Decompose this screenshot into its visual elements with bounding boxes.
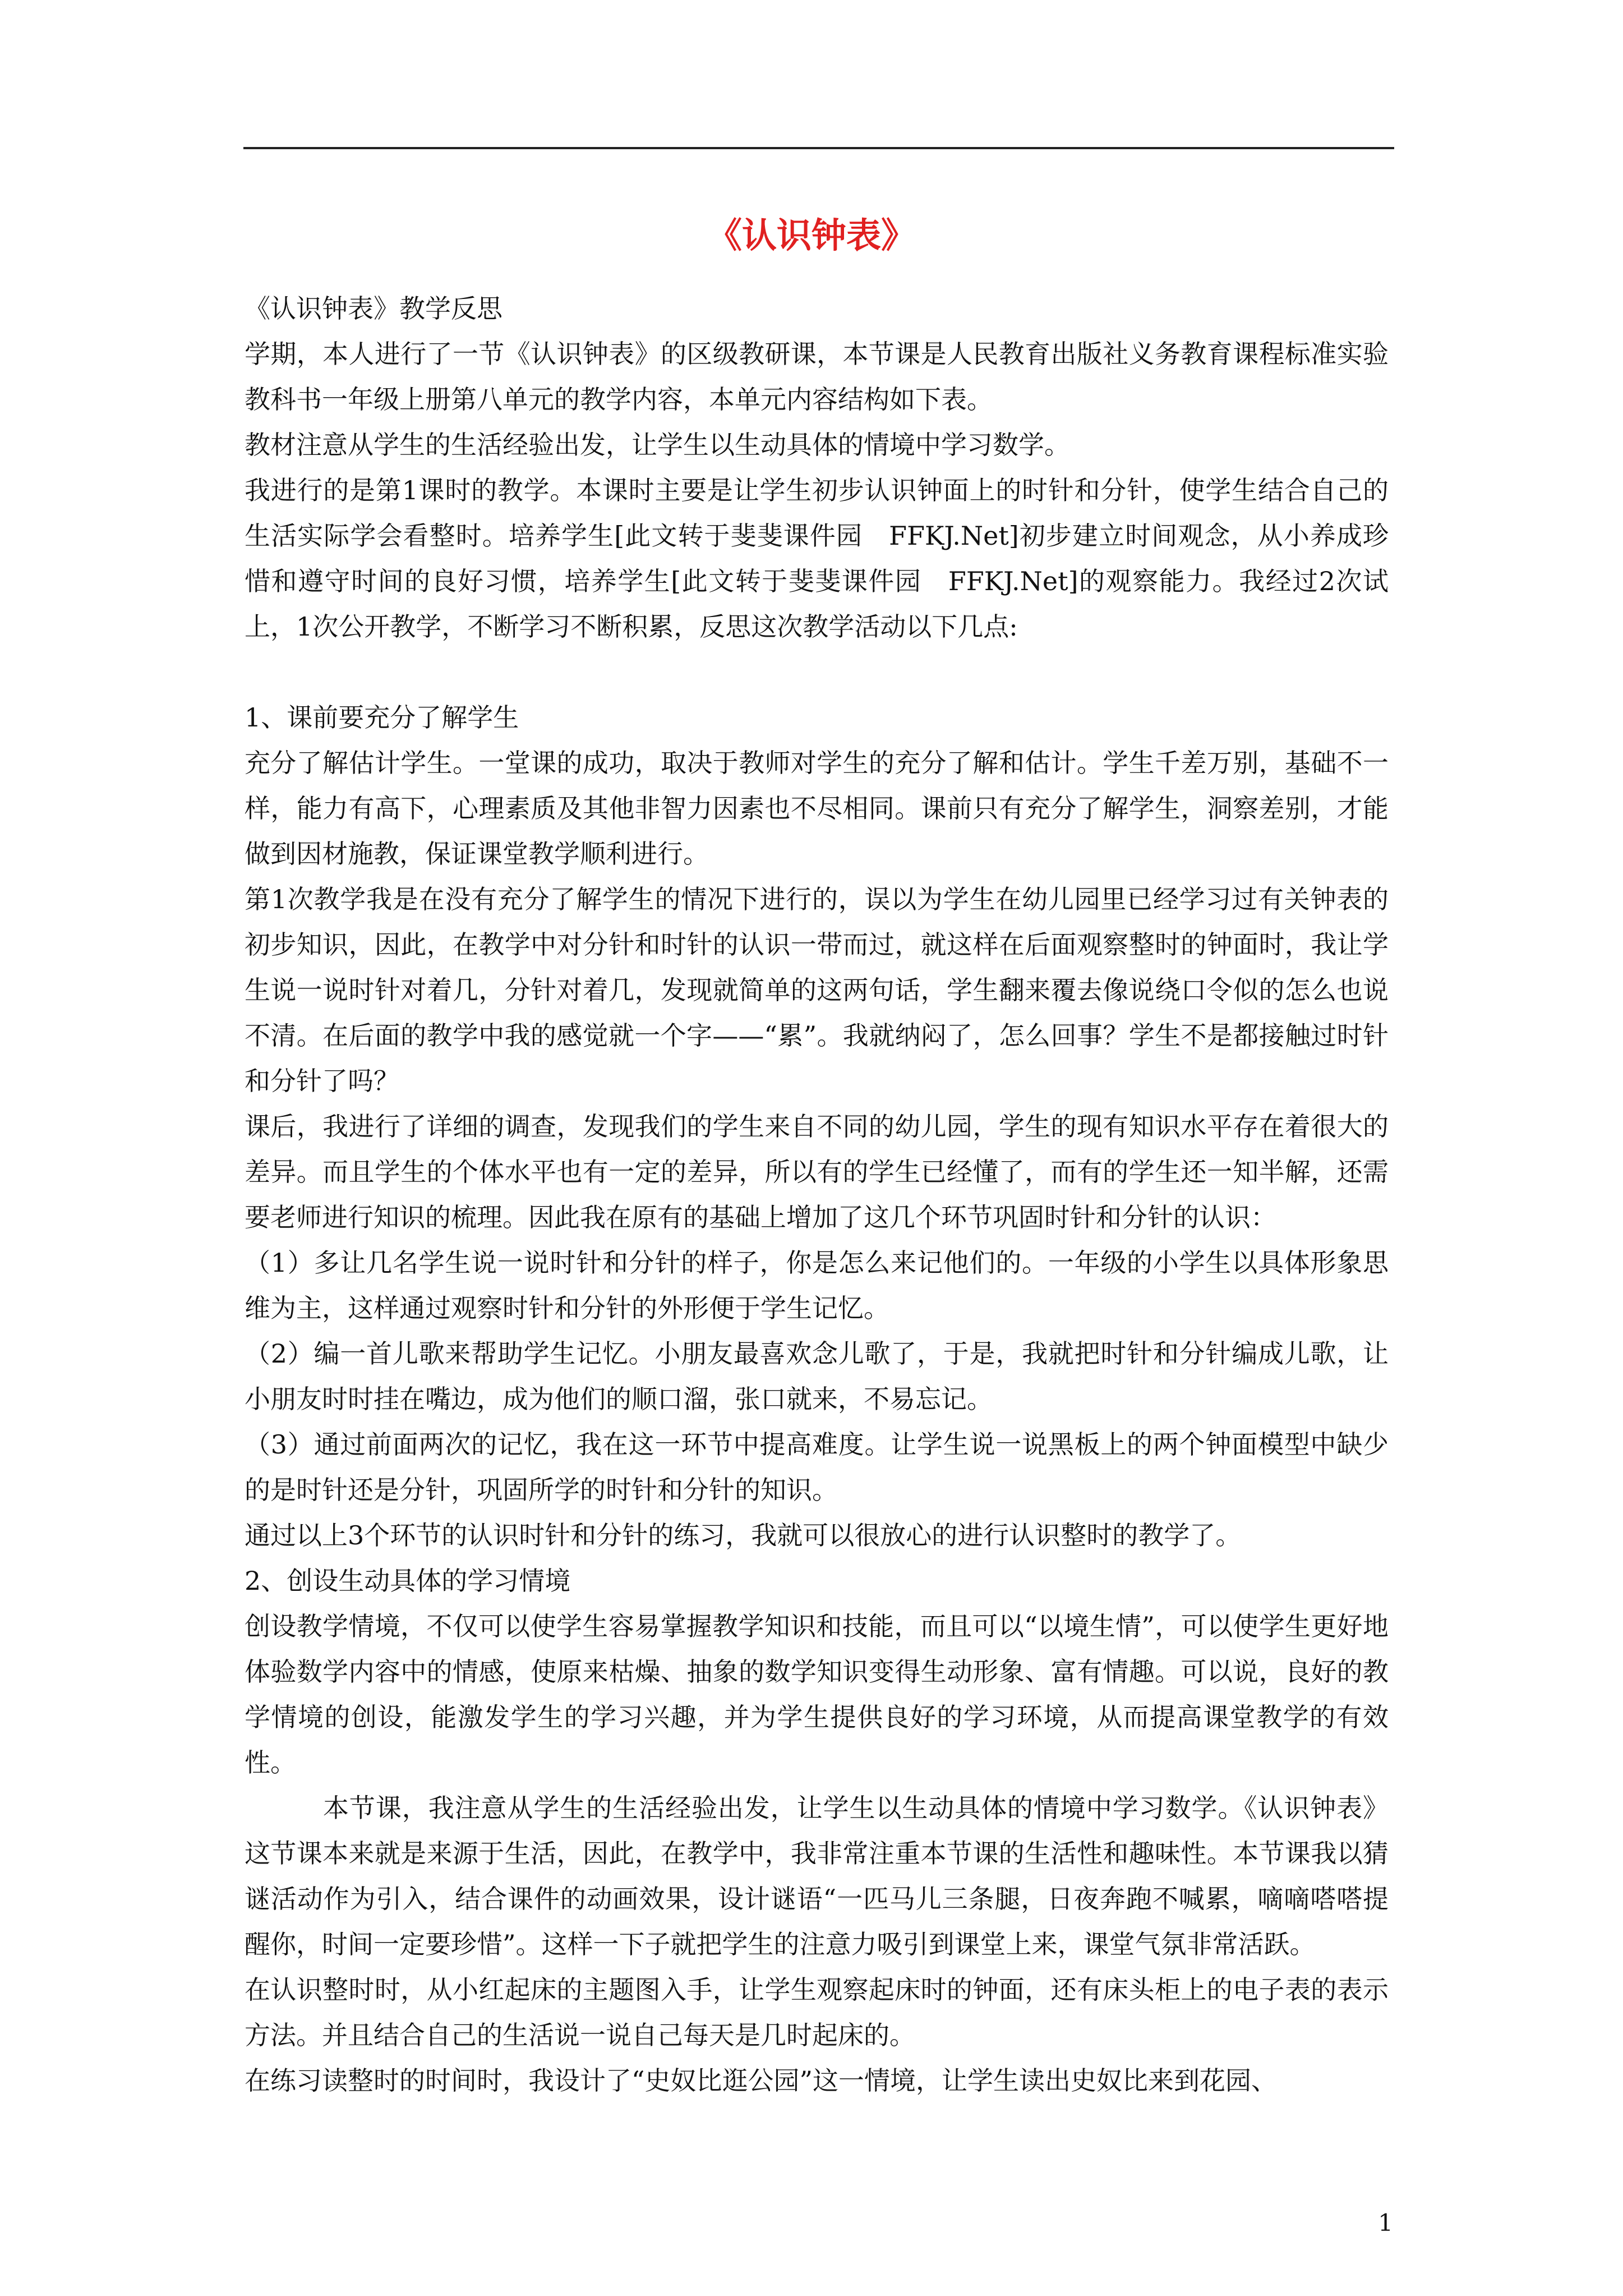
paragraph: 充分了解估计学生。一堂课的成功，取决于教师对学生的充分了解和估计。学生千差万别，基础不一样，能力有高下，心理素质及其他非智力因素也不尽相同。课前只有充分了解学生，洞察差别，才能做到因材施教，保证课堂教学顺利进行。: [245, 748, 1389, 869]
paragraph: 教材注意从学生的生活经验出发，让学生以生动具体的情境中学习数学。: [245, 430, 1070, 460]
page-number: 1: [1378, 2209, 1393, 2237]
list-item: （3）通过前面两次的记忆，我在这一环节中提高难度。让学生说一说黑板上的两个钟面模型中缺少的是时针还是分针，巩固所学的时针和分针的知识。: [245, 1429, 1389, 1505]
paragraph: 第1次教学我是在没有充分了解学生的情况下进行的，误以为学生在幼儿园里已经学习过有关钟表的初步知识，因此，在教学中对分针和时针的认识一带而过，就这样在后面观察整时的钟面时，我让学生说一说时针对着几，分针对着几，发现就简单的这两句话，学生翻来覆去像说绕口令似的怎么也说不清。在后面的教学中我的感觉就一个字——“累”。我就纳闷了，怎么回事？学生不是都接触过时针和分针了吗？: [245, 884, 1389, 1096]
paragraph: 学期，本人进行了一节《认识钟表》的区级教研课，本节课是人民教育出版社义务教育课程标准实验教科书一年级上册第八单元的教学内容，本单元内容结构如下表。: [245, 339, 1389, 415]
paragraph: 在练习读整时的时间时，我设计了“史奴比逛公园”这一情境，让学生读出史奴比来到花园、: [245, 2065, 1278, 2096]
paragraph: 通过以上3个环节的认识时针和分针的练习，我就可以很放心的进行认识整时的教学了。: [245, 1520, 1242, 1550]
paragraph: 课后，我进行了详细的调查，发现我们的学生来自不同的幼儿园，学生的现有知识水平存在着很大的差异。而且学生的个体水平也有一定的差异，所以有的学生已经懂了，而有的学生还一知半解，还需要老师进行知识的梳理。因此我在原有的基础上增加了这几个环节巩固时针和分针的认识：: [245, 1111, 1389, 1232]
paragraph: 《认识钟表》教学反思: [245, 293, 502, 324]
paragraph: 本节课，我注意从学生的生活经验出发，让学生以生动具体的情境中学习数学。《认识钟表》这节课本来就是来源于生活，因此，在教学中，我非常注重本节课的生活性和趣味性。本节课我以猜谜活动作为引入，结合课件的动画效果，设计谜语“一匹马儿三条腿，日夜奔跑不喊累，嘀嘀嗒嗒提醒你，时间一定要珍惜”。这样一下子就把学生的注意力吸引到课堂上来，课堂气氛非常活跃。: [245, 1793, 1389, 1959]
section-heading: 1、课前要充分了解学生: [245, 702, 519, 733]
paragraph: 我进行的是第1课时的教学。本课时主要是让学生初步认识钟面上的时针和分针，使学生结合自己的生活实际学会看整时。培养学生[此文转于斐斐课件园 FFKJ.Net]初步建立时间观念，从小养成珍惜和遵守时间的良好习惯，培养学生[此文转于斐斐课件园 FFKJ.Net]的观察能力。我经过2次试上，1次公开教学，不断学习不断积累，反思这次教学活动以下几点:: [245, 475, 1389, 642]
paragraph: 创设教学情境，不仅可以使学生容易掌握教学知识和技能，而且可以“以境生情”，可以使学生更好地体验数学内容中的情感，使原来枯燥、抽象的数学知识变得生动形象、富有情趣。可以说，良好的教学情境的创设，能激发学生的学习兴趣，并为学生提供良好的学习环境，从而提高课堂教学的有效性。: [245, 1611, 1389, 1778]
list-item: （1）多让几名学生说一说时针和分针的样子，你是怎么来记他们的。一年级的小学生以具体形象思维为主，这样通过观察时针和分针的外形便于学生记忆。: [245, 1248, 1389, 1323]
header-rule: [243, 147, 1394, 149]
list-item: （2）编一首儿歌来帮助学生记忆。小朋友最喜欢念儿歌了，于是，我就把时针和分针编成儿歌，让小朋友时时挂在嘴边，成为他们的顺口溜，张口就来，不易忘记。: [245, 1338, 1389, 1414]
document-body: [245, 286, 1389, 2104]
paragraph: 在认识整时时，从小红起床的主题图入手，让学生观察起床时的钟面，还有床头柜上的电子表的表示方法。并且结合自己的生活说一说自己每天是几时起床的。: [245, 1975, 1389, 2050]
section-heading: 2、创设生动具体的学习情境: [245, 1566, 571, 1596]
document-title: 《认识钟表》: [707, 215, 916, 256]
